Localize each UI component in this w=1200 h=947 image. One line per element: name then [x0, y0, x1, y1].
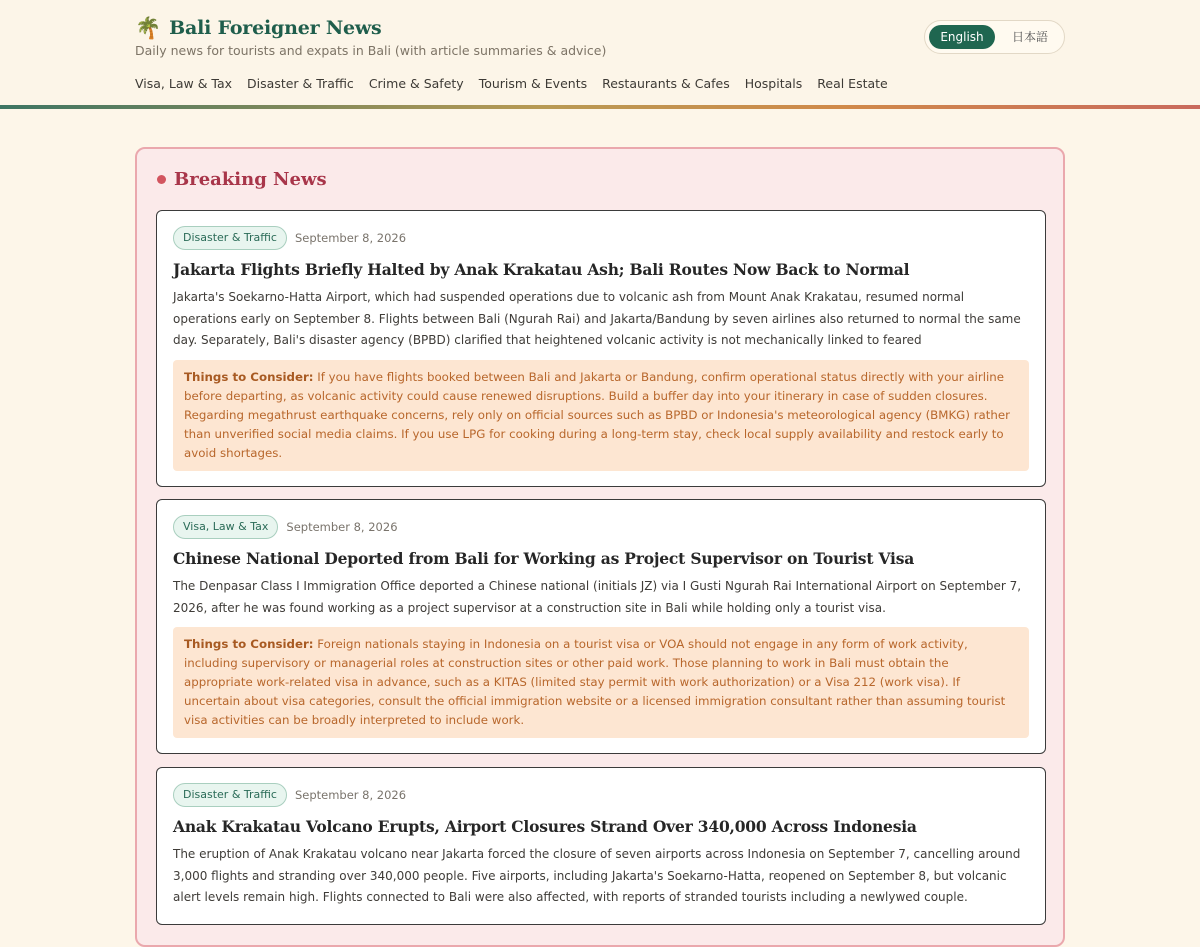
brand[interactable] — [135, 16, 382, 40]
category-tag[interactable]: Disaster & Traffic — [173, 783, 287, 807]
nav-tourism-events[interactable]: Tourism & Events — [478, 76, 588, 91]
article-summary: The eruption of Anak Krakatau volcano near Jakarta forced the closure of seven airports across Indonesia on September 7, cancelling around 3,000 flights and stranding over 340,000 people. Five airports, including Jakarta's Soekarno-Hatta, reopened on September 8, but volcanic alert levels remain high. Flights connected to Bali were also affected, with reports of stranded tourists including a newlywed couple. — [173, 847, 1021, 904]
advice-label: Things to Consider: — [184, 369, 314, 384]
nav-disaster-traffic[interactable]: Disaster & Traffic — [247, 76, 354, 91]
advice-box — [173, 360, 1029, 471]
category-nav — [135, 76, 888, 91]
article-title[interactable]: Anak Krakatau Volcano Erupts, Airport Closures Strand Over 340,000 Across Indonesia — [173, 817, 917, 836]
breaking-news-section — [135, 147, 1065, 947]
nav-real-estate[interactable]: Real Estate — [817, 76, 888, 91]
header-divider — [0, 105, 1200, 109]
advice-label: Things to Consider: — [184, 637, 314, 651]
nav-crime-safety[interactable]: Crime & Safety — [368, 76, 464, 91]
nav-visa-law-tax[interactable]: Visa, Law & Tax — [135, 76, 233, 91]
article-title[interactable]: Jakarta Flights Briefly Halted by Anak Krakatau Ash; Bali Routes Now Back to Normal — [173, 260, 910, 279]
article-date: September 8, 2026 — [294, 788, 407, 802]
advice-text: Foreign nationals staying in Indonesia on a tourist visa or VOA should not engage in any form of work activity, including supervisory or managerial roles at construction sites or other paid work. Those planning to work in Bali must obtain the appropriate work-related visa in advance, such as a KITAS (limited stay permit with work authorization) or a Visa 212 (work visa). If uncertain about visa categories, consult the official immigration website or a licensed immigration consultant rather than assuming tourist visa activities can be broadly interpreted to include work. — [184, 637, 1006, 727]
advice-text: If you have flights booked between Bali and Jakarta or Bandung, confirm operational status directly with your airline before departing, as volcanic activity could cause renewed disruptions. Build a buffer day into your itinerary in case of sudden closures. Regarding megathrust earthquake concerns, rely only on official sources such as BPBD or Indonesia's meteorological agency (BMKG) rather than unverified social media claims. If you use LPG for cooking during a long-term stay, check local supply availability and restock early to avoid shortages. — [184, 369, 1010, 460]
article-date: September 8, 2026 — [286, 520, 398, 534]
nav-hospitals[interactable]: Hospitals — [744, 76, 803, 91]
article-summary: The Denpasar Class I Immigration Office deported a Chinese national (initials JZ) via I Gusti Ngurah Rai International Airport on September 7, 2026, after he was found working as a project supervisor at a construction site in Bali while holding only a tourist visa. — [173, 579, 1022, 615]
palm-tree-icon: 🌴 — [135, 16, 162, 40]
breaking-news-header — [157, 169, 327, 190]
lang-english-button[interactable]: English — [929, 25, 995, 49]
lang-japanese-button[interactable]: 日本語 — [1011, 30, 1048, 44]
card-meta — [173, 783, 1029, 807]
live-dot-icon — [157, 175, 166, 184]
card-meta — [173, 226, 1029, 250]
article-date: September 8, 2026 — [294, 231, 407, 245]
news-card[interactable] — [156, 210, 1046, 487]
card-meta — [173, 515, 1029, 539]
article-summary: Jakarta's Soekarno-Hatta Airport, which had suspended operations due to volcanic ash from Mount Anak Krakatau, resumed normal operations early on September 8. Flights between Bali (Ngurah Rai) and Jakarta/Bandung by seven airlines also returned to normal the same day. Separately, Bali's disaster agency (BPBD) clarified that heightened volcanic activity is not mechanically linked to feared — [173, 290, 1021, 347]
article-title[interactable]: Chinese National Deported from Bali for Working as Project Supervisor on Tourist Visa — [173, 549, 915, 568]
site-tagline: Daily news for tourists and expats in Bali (with article summaries & advice) — [135, 43, 607, 58]
news-card[interactable] — [156, 767, 1046, 925]
category-tag[interactable]: Disaster & Traffic — [173, 226, 287, 250]
news-card[interactable] — [156, 499, 1046, 754]
breaking-news-title: Breaking News — [174, 169, 327, 190]
nav-restaurants-cafes[interactable]: Restaurants & Cafes — [602, 76, 730, 91]
advice-box — [173, 627, 1029, 738]
site-title[interactable]: Bali Foreigner News — [169, 17, 382, 39]
site-header — [0, 0, 1200, 105]
language-switcher — [924, 20, 1065, 54]
category-tag[interactable]: Visa, Law & Tax — [173, 515, 278, 539]
